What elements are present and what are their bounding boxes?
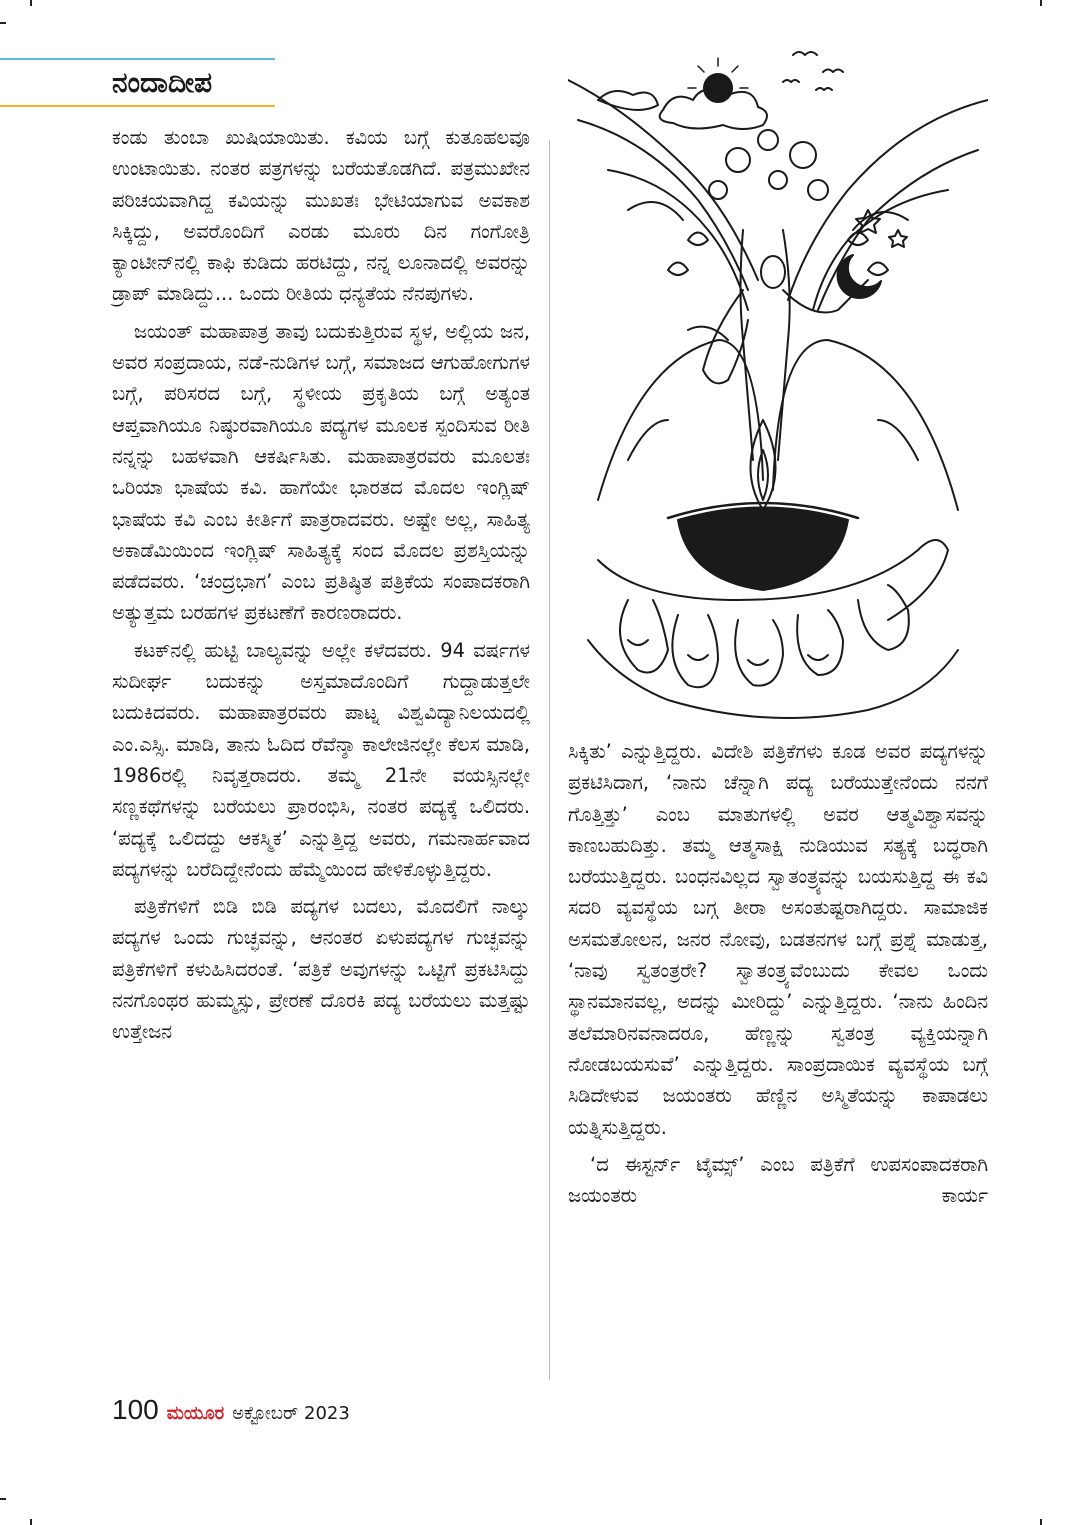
article-column-left <box>112 122 530 1054</box>
magazine-name: ಮಯೂರ <box>166 1403 225 1424</box>
paragraph: ಕಂಡು ತುಂಬಾ ಖುಷಿಯಾಯಿತು. ಕವಿಯ ಬಗ್ಗೆ ಕುತೂಹಲವೂ ಉಂಟಾಯಿತು. ನಂತರ ಪತ್ರಗಳನ್ನು ಬರೆಯತೊಡಗಿದೆ. ಪತ್ರಮುಖೇನ ಪರಿಚಯವಾಗಿದ್ದ ಕವಿಯನ್ನು ಮುಖತಃ ಭೇಟಿಯಾಗುವ ಅವಕಾಶ ಸಿಕ್ಕಿದ್ದು, ಅವರೊಂದಿಗೆ ಎರಡು ಮೂರು ದಿನ ಗಂಗೋತ್ರಿ ಕ್ಯಾಂಟೀನ್‌ನಲ್ಲಿ ಕಾಫಿ ಕುಡಿದು ಹರಟಿದ್ದು, ನನ್ನ ಲೂನಾದಲ್ಲಿ ಅವರನ್ನು ಡ್ರಾಪ್ ಮಾಡಿದ್ದು... ಒಂದು ರೀತಿಯ ಧನ್ಯತೆಯ ನೆನಪುಗಳು. <box>112 126 530 306</box>
section-title: ನಂದಾದೀಪ <box>112 66 213 99</box>
crop-mark <box>0 22 6 24</box>
paragraph: ಪತ್ರಿಕೆಗಳಿಗೆ ಬಿಡಿ ಬಿಡಿ ಪದ್ಯಗಳ ಬದಲು, ಮೊದಲಿಗೆ ನಾಲ್ಕು ಪದ್ಯಗಳ ಒಂದು ಗುಚ್ಛವನ್ನು, ಆನಂತರ ಏಳುಪದ್ಯಗಳ ಗುಚ್ಛವನ್ನು ಪತ್ರಿಕೆಗಳಿಗೆ ಕಳುಹಿಸಿದರಂತೆ. ‘ಪತ್ರಿಕೆ ಅವುಗಳನ್ನು ಒಟ್ಟಿಗೆ ಪ್ರಕಟಿಸಿದ್ದು ನನಗೊಂಥರ ಹುಮ್ಮಸ್ಸು, ಪ್ರೇರಣೆ ದೊರಕಿ ಪದ್ಯ ಬರೆಯಲು ಮತ್ತಷ್ಟು ಉತ್ತೇಜನ <box>112 895 530 1044</box>
crop-mark <box>1040 1519 1042 1525</box>
paragraph: ಕಟಕ್‌ನಲ್ಲಿ ಹುಟ್ಟಿ ಬಾಲ್ಯವನ್ನು ಅಲ್ಲೇ ಕಳೆದವರು. 94 ವರ್ಷಗಳ ಸುದೀರ್ಘ ಬದುಕನ್ನು ಅಸ್ತಮಾದೊಂದಿಗೆ ಗುದ್ದಾಡುತ್ತಲೇ ಬದುಕಿದವರು. ಮಹಾಪಾತ್ರರವರು ಪಾಟ್ನ ವಿಶ್ವವಿದ್ಯಾನಿಲಯದಲ್ಲಿ ಎಂ.ಎಸ್ಸಿ. ಮಾಡಿ, ತಾನು ಓದಿದ ರೆವೆನ್ಶಾ ಕಾಲೇಜಿನಲ್ಲೇ ಕೆಲಸ ಮಾಡಿ, 1986ರಲ್ಲಿ ನಿವೃತ್ತರಾದರು. ತಮ್ಮ 21ನೇ ವಯಸ್ಸಿನಲ್ಲೇ ಸಣ್ಣಕಥೆಗಳನ್ನು ಬರೆಯಲು ಪ್ರಾರಂಭಿಸಿ, ನಂತರ ಪದ್ಯಕ್ಕೆ ಒಲಿದರು. ‘ಪದ್ಯಕ್ಕೆ ಒಲಿದದ್ದು ಆಕಸ್ಮಿಕ’ ಎನ್ನುತ್ತಿದ್ದ ಅವರು, ಗಮನಾರ್ಹವಾದ ಪದ್ಯಗಳನ್ನು ಬರೆದಿದ್ದೇನೆಂದು ಹೆಮ್ಮೆಯಿಂದ ಹೇಳಿಕೊಳ್ಳುತ್ತಿದ್ದರು. <box>112 638 530 881</box>
article-illustration <box>568 40 988 726</box>
header-rule-top <box>0 58 275 60</box>
page-footer <box>112 1394 350 1430</box>
header-rule-bottom <box>0 105 275 107</box>
paragraph: ‘ದ ಈಸ್ಟರ್ನ್ ಟೈಮ್ಸ್’ ಎಂಬ ಪತ್ರಿಕೆಗೆ ಉಪಸಂಪಾದಕರಾಗಿ ಜಯಂತರು ಕಾರ್ಯ <box>568 1152 988 1208</box>
crop-mark <box>0 1498 6 1500</box>
section-header <box>0 58 275 108</box>
paragraph: ಜಯಂತ್ ಮಹಾಪಾತ್ರ ತಾವು ಬದುಕುತ್ತಿರುವ ಸ್ಥಳ, ಅಲ್ಲಿಯ ಜನ, ಅವರ ಸಂಪ್ರದಾಯ, ನಡೆ-ನುಡಿಗಳ ಬಗ್ಗೆ, ಸಮಾಜದ ಆಗುಹೋಗುಗಳ ಬಗ್ಗೆ, ಪರಿಸರದ ಬಗ್ಗೆ, ಸ್ಥಳೀಯ ಪ್ರಕೃತಿಯ ಬಗ್ಗೆ ಅತ್ಯಂತ ಆಪ್ತವಾಗಿಯೂ ನಿಷ್ಠುರವಾಗಿಯೂ ಪದ್ಯಗಳ ಮೂಲಕ ಸ್ಪಂದಿಸುವ ರೀತಿ ನನ್ನನ್ನು ಬಹಳವಾಗಿ ಆಕರ್ಷಿಸಿತು. ಮಹಾಪಾತ್ರರವರು ಮೂಲತಃ ಒರಿಯಾ ಭಾಷೆಯ ಕವಿ. ಹಾಗೆಯೇ ಭಾರತದ ಮೊದಲ ಇಂಗ್ಲಿಷ್ ಭಾಷೆಯ ಕವಿ ಎಂಬ ಕೀರ್ತಿಗೆ ಪಾತ್ರರಾದವರು. ಅಷ್ಟೇ ಅಲ್ಲ, ಸಾಹಿತ್ಯ ಅಕಾಡೆಮಿಯಿಂದ ಇಂಗ್ಲಿಷ್ ಸಾಹಿತ್ಯಕ್ಕೆ ಸಂದ ಮೊದಲ ಪ್ರಶಸ್ತಿಯನ್ನು ಪಡೆದವರು. ‘ಚಂದ್ರಭಾಗ’ ಎಂಬ ಪ್ರತಿಷ್ಠಿತ ಪತ್ರಿಕೆಯ ಸಂಪಾದಕರಾಗಿ ಅತ್ಯುತ್ತಮ ಬರಹಗಳ ಪ್ರಕಟಣೆಗೆ ಕಾರಣರಾದರು. <box>112 319 530 625</box>
crop-mark <box>30 0 32 6</box>
article-column-right <box>568 736 988 1217</box>
crop-mark <box>30 1519 32 1525</box>
crop-mark <box>1040 0 1042 6</box>
page-number: 100 <box>112 1394 159 1425</box>
paragraph: ಸಿಕ್ಕಿತು’ ಎನ್ನುತ್ತಿದ್ದರು. ವಿದೇಶಿ ಪತ್ರಿಕೆಗಳು ಕೂಡ ಅವರ ಪದ್ಯಗಳನ್ನು ಪ್ರಕಟಿಸಿದಾಗ, ‘ನಾನು ಚೆನ್ನಾಗಿ ಪದ್ಯ ಬರೆಯುತ್ತೇನೆಂದು ನನಗೆ ಗೊತ್ತಿತ್ತು’ ಎಂಬ ಮಾತುಗಳಲ್ಲಿ ಅವರ ಆತ್ಮವಿಶ್ವಾಸವನ್ನು ಕಾಣಬಹುದಿತ್ತು. ತಮ್ಮ ಆತ್ಮಸಾಕ್ಷಿ ನುಡಿಯುವ ಸತ್ಯಕ್ಕೆ ಬದ್ಧರಾಗಿ ಬರೆಯುತ್ತಿದ್ದರು. ಬಂಧನವಿಲ್ಲದ ಸ್ವಾತಂತ್ರ್ಯವನ್ನು ಬಯಸುತ್ತಿದ್ದ ಈ ಕವಿ ಸದರಿ ವ್ಯವಸ್ಥೆಯ ಬಗ್ಗ ತೀರಾ ಅಸಂತುಷ್ಟರಾಗಿದ್ದರು. ಸಾಮಾಜಿಕ ಅಸಮತೋಲನ, ಜನರ ನೋವು, ಬಡತನಗಳ ಬಗ್ಗೆ ಪ್ರಶ್ನೆ ಮಾಡುತ್ತ, ‘ನಾವು ಸ್ವತಂತ್ರರೇ? ಸ್ವಾತಂತ್ರ್ಯವೆಂಬುದು ಕೇವಲ ಒಂದು ಸ್ಥಾನಮಾನವಲ್ಲ, ಅದನ್ನು ಮೀರಿದ್ದು’ ಎನ್ನುತ್ತಿದ್ದರು. ‘ನಾನು ಹಿಂದಿನ ತಲೆಮಾರಿನವನಾದರೂ, ಹೆಣ್ಣನ್ನು ಸ್ವತಂತ್ರ ವ್ಯಕ್ತಿಯನ್ನಾಗಿ ನೋಡಬಯಸುವೆ’ ಎನ್ನುತ್ತಿದ್ದರು. ಸಾಂಪ್ರದಾಯಿಕ ವ್ಯವಸ್ಥೆಯ ಬಗ್ಗೆ ಸಿಡಿದೇಳುವ ಜಯಂತರು ಹೆಣ್ಣಿನ ಅಸ್ಮಿತೆಯನ್ನು ಕಾಪಾಡಲು ಯತ್ನಿಸುತ್ತಿದ್ದರು. <box>568 740 988 1139</box>
issue-date: ಅಕ್ಟೋಬರ್ 2023 <box>232 1403 350 1424</box>
column-divider <box>549 140 550 1380</box>
